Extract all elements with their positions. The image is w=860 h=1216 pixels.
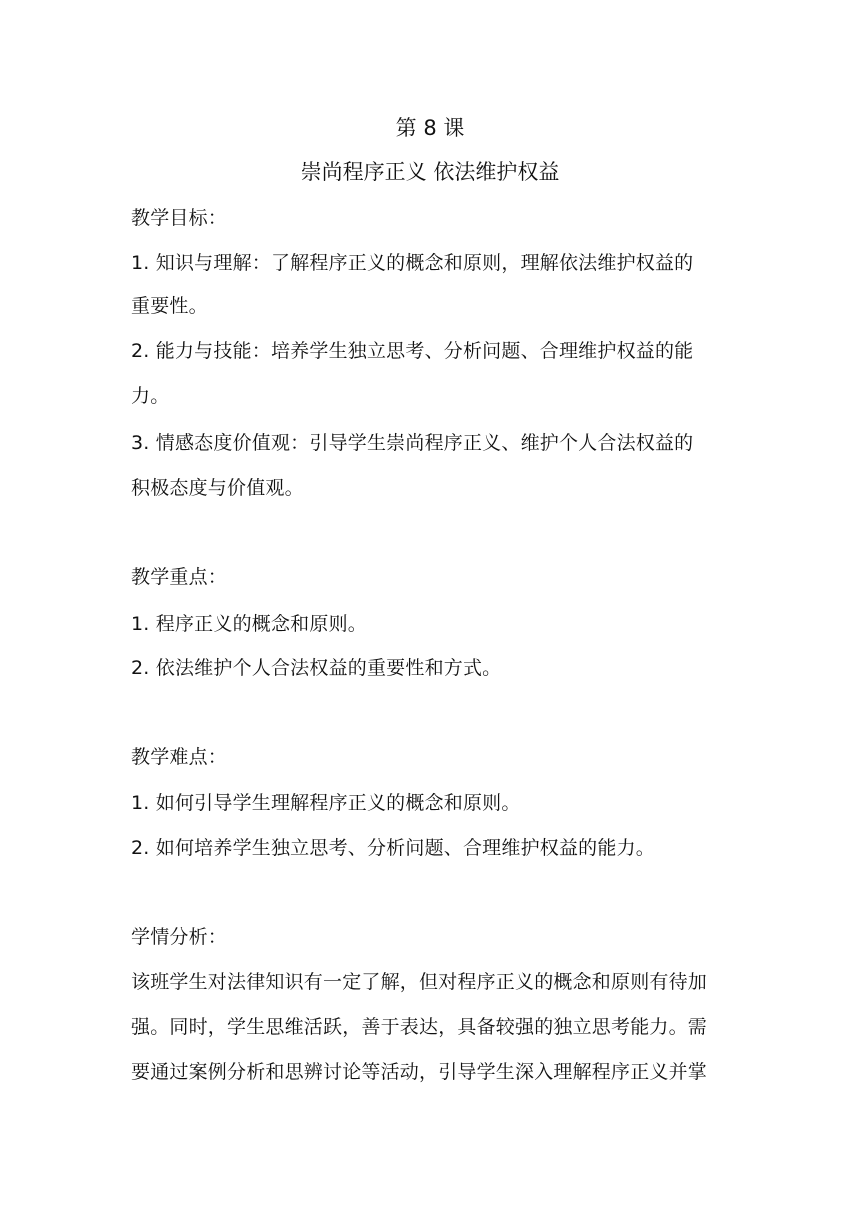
objective-item-1-line-1: 1. 知识与理解：了解程序正义的概念和原则，理解依法维护权益的 — [131, 252, 694, 274]
difficulty-item-2: 2. 如何培养学生独立思考、分析问题、合理维护权益的能力。 — [131, 837, 655, 859]
objective-item-3-line-2: 积极态度与价值观。 — [131, 477, 304, 499]
analysis-line-1: 该班学生对法律知识有一定了解，但对程序正义的概念和原则有待加 — [131, 971, 708, 993]
objective-item-2-line-2: 力。 — [131, 385, 170, 407]
objective-item-1-line-2: 重要性。 — [131, 295, 208, 317]
analysis-heading: 学情分析： — [131, 926, 228, 948]
difficulty-item-1: 1. 如何引导学生理解程序正义的概念和原则。 — [131, 792, 521, 814]
difficulties-heading: 教学难点： — [131, 746, 228, 768]
analysis-line-2: 强。同时，学生思维活跃，善于表达，具备较强的独立思考能力。需 — [131, 1016, 708, 1038]
key-point-item-1: 1. 程序正义的概念和原则。 — [131, 613, 367, 635]
objective-item-3-line-1: 3. 情感态度价值观：引导学生崇尚程序正义、维护个人合法权益的 — [131, 432, 694, 454]
analysis-line-3: 要通过案例分析和思辨讨论等活动，引导学生深入理解程序正义并掌 — [131, 1061, 708, 1083]
lesson-title: 第 8 课 — [395, 116, 465, 140]
key-point-item-2: 2. 依法维护个人合法权益的重要性和方式。 — [131, 657, 502, 679]
objective-item-2-line-1: 2. 能力与技能：培养学生独立思考、分析问题、合理维护权益的能 — [131, 340, 694, 362]
lesson-subtitle: 崇尚程序正义 依法维护权益 — [300, 160, 560, 184]
key-points-heading: 教学重点： — [131, 566, 228, 588]
objectives-heading: 教学目标： — [131, 207, 228, 229]
